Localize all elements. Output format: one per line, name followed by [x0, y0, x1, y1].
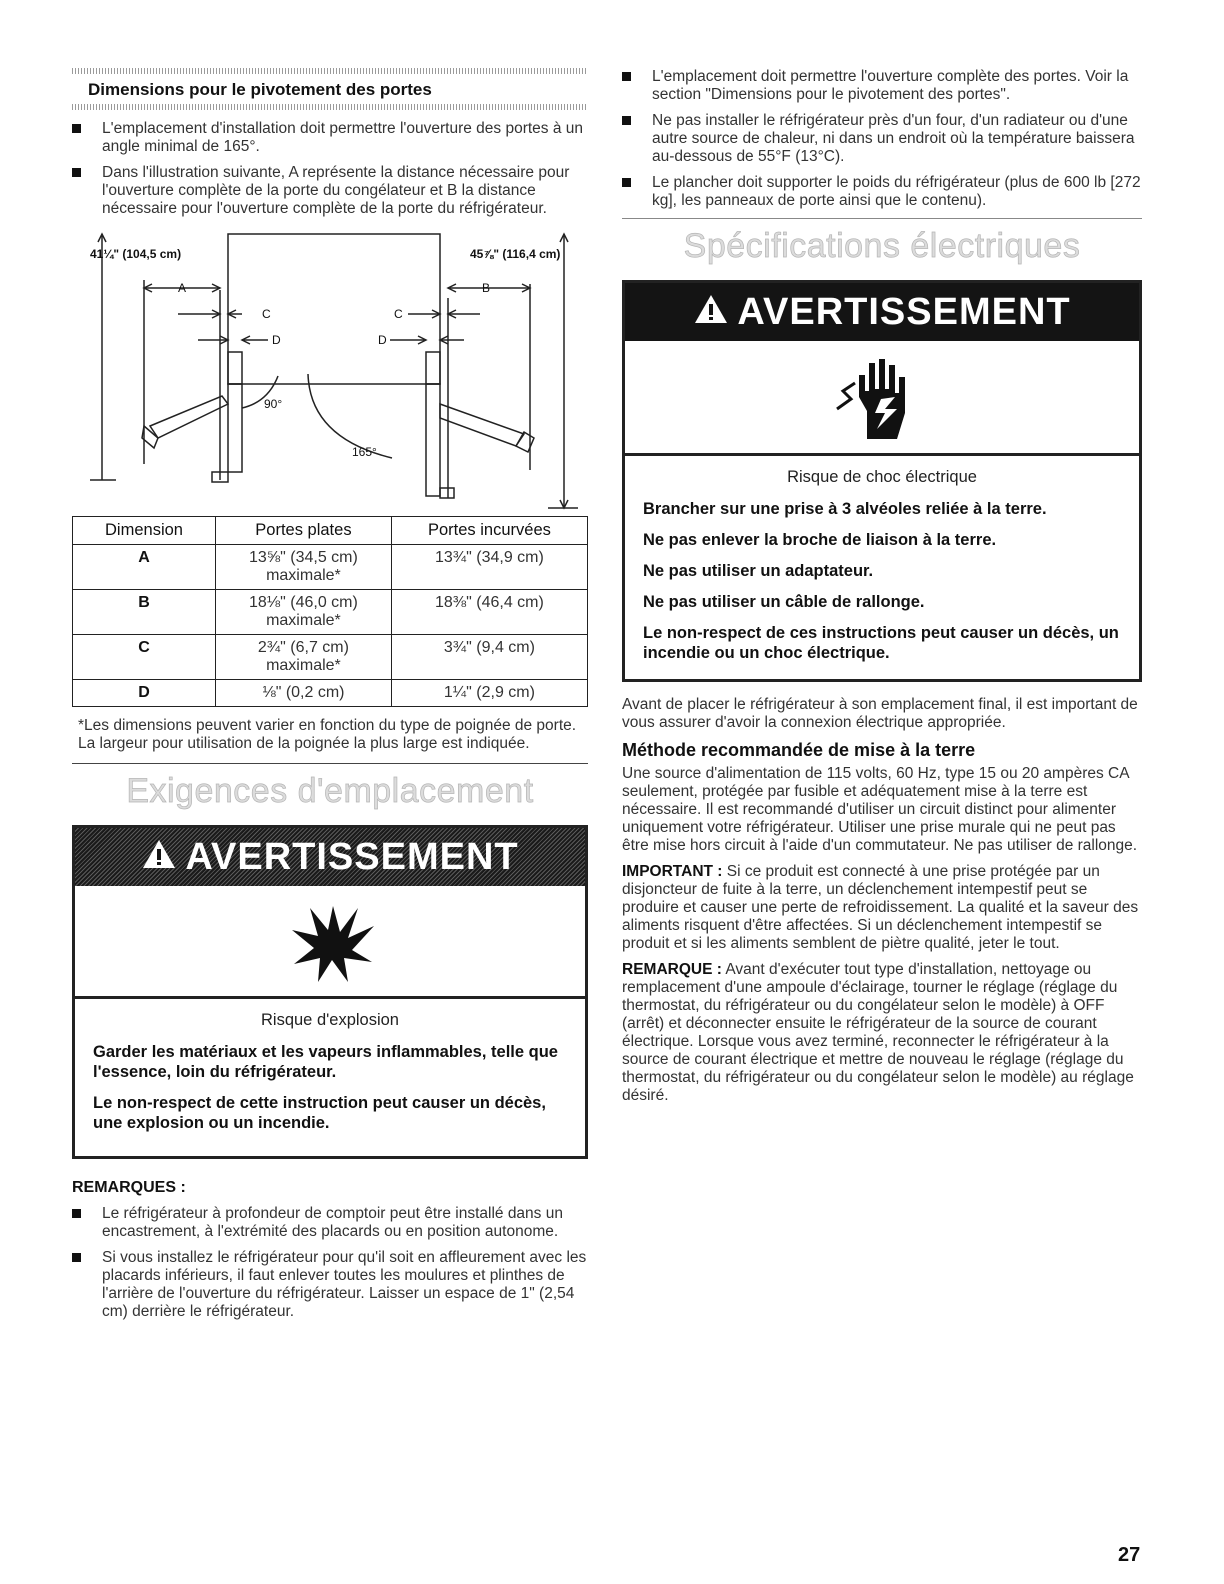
label-d-right: D: [378, 333, 387, 347]
cell-note: maximale*: [266, 612, 341, 629]
table-row: [73, 680, 588, 707]
list-item: Si vous installez le réfrigérateur pour qu'il soit en affleurement avec les placards inférieurs, il faut enlever toutes les moulures et plinthes de l'arrière de l'ouverture du réfrigérateur. Laisser un espace de 1" (2,54 cm) derrière le réfrigérateur.: [72, 1249, 588, 1321]
remarks-title: REMARQUES :: [72, 1179, 186, 1197]
cell-value: 18⅛" (46,0 cm): [249, 594, 358, 611]
warning-risk: Risque de choc électrique: [787, 468, 977, 487]
table-header-row: [73, 517, 588, 545]
label-d-left: D: [272, 333, 281, 347]
table-cell: 3¾" (9,4 cm): [391, 635, 587, 680]
door-swing-illustration: [72, 226, 588, 516]
table-cell: A: [73, 545, 216, 590]
warning-header: [75, 828, 585, 886]
heading-rule-top: [72, 68, 588, 74]
warning-line: Le non-respect de ces instructions peut causer un décès, un incendie ou un choc électrique.: [643, 624, 1119, 663]
warning-header-text: AVERTISSEMENT: [737, 291, 1071, 333]
cell-value: 2¾" (6,7 cm): [257, 639, 349, 656]
electrical-intro: Avant de placer le réfrigérateur à son emplacement final, il est important de vous assurer d'avoir la connexion électrique appropriée.: [622, 696, 1138, 732]
location-requirements-list: [622, 68, 1142, 210]
electrical-section-title: Spécifications électriques: [683, 227, 1081, 265]
grounding-method-title: Méthode recommandée de mise à la terre: [622, 740, 976, 761]
right-column: [622, 68, 1142, 1113]
label-a: A: [178, 281, 187, 295]
table-cell: 18⅜" (46,4 cm): [391, 590, 587, 635]
label-c-right: C: [394, 307, 403, 321]
col-header-flat: Portes plates: [216, 517, 392, 545]
explosion-icon: [75, 886, 585, 999]
page-number: 27: [1118, 1544, 1141, 1566]
cell-value: ⅛" (0,2 cm): [262, 684, 345, 701]
explosion-warning-box: [72, 825, 588, 1159]
door-dimensions-table: [72, 516, 588, 707]
dimensions-footnote: *Les dimensions peuvent varier en fonction du type de poignée de porte. La largeur pour utilisation de la poignée la plus large est indiquée.: [78, 717, 577, 752]
warning-risk: Risque d'explosion: [261, 1011, 399, 1030]
warning-triangle-icon: [693, 292, 729, 335]
table-cell: [216, 635, 392, 680]
cell-note: maximale*: [266, 657, 341, 674]
col-header-curved: Portes incurvées: [391, 517, 587, 545]
col-header-dimension: Dimension: [73, 517, 216, 545]
important-label: IMPORTANT :: [622, 863, 723, 881]
electric-shock-icon: [625, 341, 1139, 456]
note-text: Avant d'exécuter tout type d'installation, nettoyage ou remplacement d'une ampoule d'éclairage, tourner le réglage (réglage du thermostat, du réfrigérateur ou du congélateur selon le modèle) à OFF (arrêt) et déconnecter ensuite le réfrigérateur de la source de courant électrique. Lorsque vous avez terminé, reconnecter le réfrigérateur à la source de courant électrique et mettre de nouveau le réglage (réglage du thermostat, du réfrigérateur ou du congélateur selon le modèle) au réglage désiré.: [622, 961, 1134, 1105]
important-paragraph: [622, 863, 1142, 953]
shock-warning-box: [622, 280, 1142, 682]
table-cell: B: [73, 590, 216, 635]
door-swing-heading: Dimensions pour le pivotement des portes: [88, 80, 432, 99]
door-swing-bullets: [72, 120, 588, 218]
grounding-method-text: Une source d'alimentation de 115 volts, 60 Hz, type 15 ou 20 ampères CA seulement, protégée par fusible et adéquatement mise à la terre est nécessaire. Il est recommandé d'utiliser un circuit distinct pour alimenter uniquement votre réfrigérateur. Utiliser une prise murale qui ne peut pas être mise hors circuit à l'aide d'un commutateur. Ne pas utiliser de rallonge.: [622, 765, 1138, 855]
warning-line: Ne pas utiliser un câble de rallonge.: [643, 593, 925, 612]
warning-body: [625, 456, 1139, 679]
warning-line: Brancher sur une prise à 3 alvéoles reliée à la terre.: [643, 500, 1047, 519]
important-text: Si ce produit est connecté à une prise protégée par un disjoncteur de fuite à la terre, un déclenchement intempestif peut se produire et causer une perte de refroidissement. La qualité et la saveur des aliments risquent d'être affectées. Si un déclenchement intempestif se produit et si les aliments semblent de piètre qualité, jeter le tout.: [622, 863, 1139, 953]
table-row: [73, 635, 588, 680]
table-cell: 13¾" (34,9 cm): [391, 545, 587, 590]
location-section-title: Exigences d'emplacement: [126, 772, 534, 810]
cell-value: 13⅝" (34,5 cm): [249, 549, 358, 566]
angle-90-label: 90°: [264, 397, 283, 411]
warning-header: [625, 283, 1139, 341]
table-row: [73, 590, 588, 635]
warning-line: Garder les matériaux et les vapeurs inflammables, telle que l'essence, loin du réfrigérateur.: [93, 1043, 558, 1082]
left-column: [72, 68, 588, 1329]
warning-body: [75, 999, 585, 1156]
table-cell: 1¼" (2,9 cm): [391, 680, 587, 707]
list-item: Le réfrigérateur à profondeur de comptoir peut être installé dans un encastrement, à l'extrémité des placards ou en position autonome.: [72, 1205, 588, 1241]
table-cell: C: [73, 635, 216, 680]
warning-header-text: AVERTISSEMENT: [185, 836, 519, 878]
warning-triangle-icon: [141, 837, 177, 880]
table-cell: [216, 680, 392, 707]
heading-rule-bottom: [72, 104, 588, 110]
warning-line: Ne pas utiliser un adaptateur.: [643, 562, 874, 581]
list-item: L'emplacement doit permettre l'ouverture complète des portes. Voir la section "Dimensions pour le pivotement des portes".: [622, 68, 1142, 104]
warning-line: Ne pas enlever la broche de liaison à la terre.: [643, 531, 997, 550]
table-row: [73, 545, 588, 590]
label-c-left: C: [262, 307, 271, 321]
list-item: L'emplacement d'installation doit permettre l'ouverture des portes à un angle minimal de 165°.: [72, 120, 588, 156]
note-label: REMARQUE :: [622, 961, 722, 979]
label-b: B: [482, 281, 491, 295]
angle-165-label: 165°: [352, 445, 377, 459]
list-item: Dans l'illustration suivante, A représente la distance nécessaire pour l'ouverture complète de la porte du congélateur et B la distance nécessaire pour l'ouverture complète de la porte du réfrigérateur.: [72, 164, 588, 218]
right-total-dim-label: 45⅞" (116,4 cm): [470, 247, 561, 261]
note-paragraph: [622, 961, 1142, 1105]
list-item: Le plancher doit supporter le poids du réfrigérateur (plus de 600 lb [272 kg], les panneaux de porte ainsi que le contenu).: [622, 174, 1142, 210]
table-cell: [216, 545, 392, 590]
section-divider: [72, 763, 588, 764]
warning-line: Le non-respect de cette instruction peut causer un décès, une explosion ou un incendie.: [93, 1094, 546, 1133]
table-cell: [216, 590, 392, 635]
table-cell: D: [73, 680, 216, 707]
remarks-list: [72, 1205, 588, 1321]
cell-note: maximale*: [266, 567, 341, 584]
door-swing-diagram: [72, 226, 588, 516]
list-item: Ne pas installer le réfrigérateur près d'un four, d'un radiateur ou d'une autre source de chaleur, ni dans un endroit où la température baissera au-dessous de 55°F (13°C).: [622, 112, 1142, 166]
left-total-dim-label: 41¼" (104,5 cm): [90, 247, 182, 261]
section-divider: [622, 218, 1142, 219]
